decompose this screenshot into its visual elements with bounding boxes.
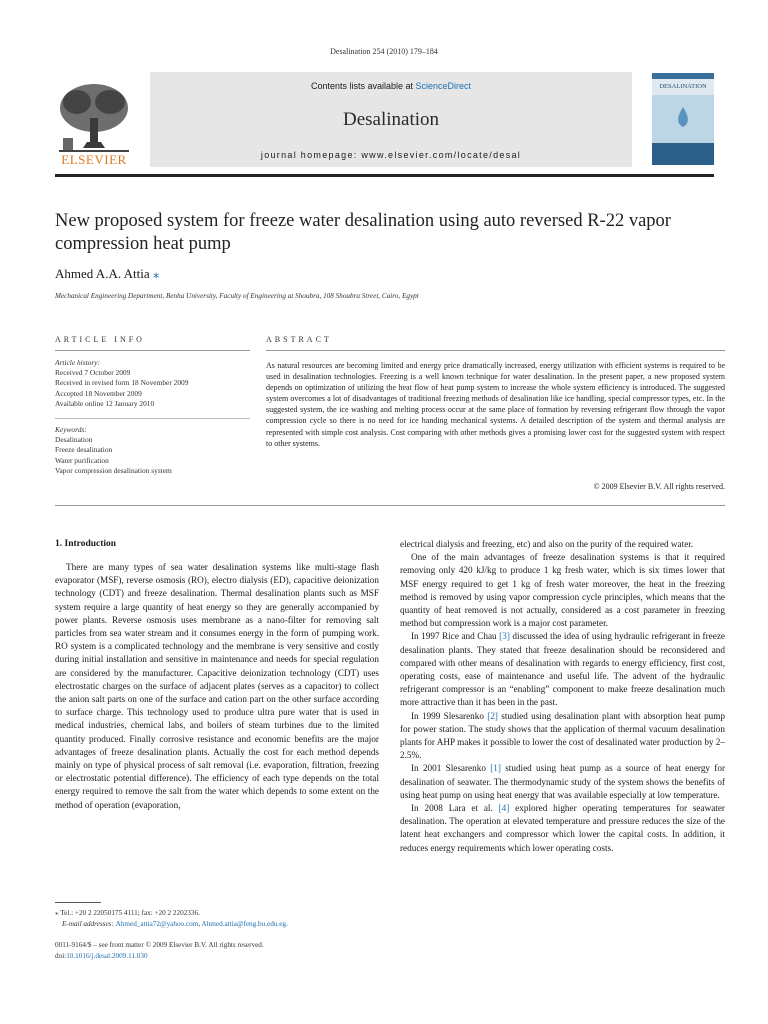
history-item: Accepted 18 November 2009 [55, 388, 142, 398]
email-link[interactable]: Ahmed.attia@feng.bu.edu.eg [201, 920, 286, 928]
footnote [55, 908, 288, 930]
history-label: Article history: [55, 358, 100, 367]
history-item: Available online 12 January 2010 [55, 398, 155, 408]
doi-link[interactable]: 10.1016/j.desal.2009.11.030 [66, 952, 148, 960]
corresponding-author-mark[interactable]: ⁎ [152, 266, 160, 281]
reference-link[interactable]: [3] [499, 631, 510, 642]
article-info-rule [55, 350, 250, 351]
doi-line [55, 951, 264, 962]
header-divider [55, 174, 714, 177]
article-info-heading: ARTICLE INFO [55, 335, 145, 344]
elsevier-wordmark: ELSEVIER [61, 152, 127, 167]
reference-link[interactable]: [4] [498, 803, 510, 814]
abstract-copyright: © 2009 Elsevier B.V. All rights reserved. [593, 482, 725, 491]
email-link[interactable]: Ahmed_attia72@yahoo.com [115, 920, 199, 928]
body-paragraph [400, 630, 725, 709]
abstract-bottom-rule [55, 505, 725, 506]
paragraph-text: explored higher operating temperatures for seawater desalination. The operation at elevated temperature and pressure reduces the size of the latent heat exchangers and compressor which lower the capital costs. In addition, it reduces energy requirements which lower operating costs. [400, 803, 725, 853]
paragraph-text: In 2001 Slesarenko [411, 763, 491, 774]
abstract-heading: ABSTRACT [266, 335, 332, 344]
keywords-label: Keywords: [55, 425, 87, 434]
email-end: . [285, 920, 288, 928]
doi-label: doi: [55, 952, 67, 960]
elsevier-logo [55, 78, 133, 168]
keyword: Vapor compression desalination system [55, 465, 172, 475]
footnote-contact: ⁎ Tel.: +20 2 22050175 4111; fax: +20 2 2202336. [55, 909, 200, 917]
body-column-left [55, 561, 379, 812]
footnote-emails [55, 919, 288, 930]
journal-name: Desalination [342, 109, 440, 130]
paragraph-text: In 1999 Slesarenko [411, 710, 488, 721]
journal-header [150, 72, 632, 167]
section-heading: 1. Introduction [55, 539, 117, 549]
reference-link[interactable]: [2] [487, 710, 498, 721]
journal-homepage[interactable]: journal homepage: www.elsevier.com/locate/desal [260, 150, 522, 160]
email-separator: , [198, 920, 202, 928]
cover-title: DESALINATION [659, 83, 707, 90]
article-title: New proposed system for freeze water desalination using auto reversed R-22 vapor compression heat pump [55, 211, 671, 254]
body-paragraph [400, 710, 725, 763]
keyword: Freeze desalination [55, 445, 113, 455]
body-paragraph [400, 802, 725, 855]
front-matter [55, 940, 264, 962]
body-paragraph: There are many types of sea water desalination systems like multi-stage flash evaporator (MSF), reverse osmosis (RO), electro dialysis (ED), capacitive deionization technology (CDT) and freeze desalination. Thermal desalination plants such as MSF system require a large quantity of heat energy so they are generally accompanied by power plants. Reverse osmosis uses membrane as a nano-filter for removing salt particles from sea water stream and it consumes energy in the form of pumping work. RO system is a complicated technology and the membrane is very sensitive and costly during initial installation and sensitive in maintenance and needs for special regulation are considered by the manufacturer. Capacitive deionization technology (CDT) uses electrostatic charges on the surface of adjacent plates (serves as a capacitor) to collect the anion salt parts on one of the surface and cation part on the other surface according to surface charge. This technology used to produce ultra pure water that is used in medical industries, chemical labs, and boilers of steam turbines due to the limited quantity produced. Finally corrosive resistance and economic benefits are the major advantages of freeze desalination plants. Actually the cost for each method depends mainly on type of physical process of salt removal (i.e. evaporation, filtration, freezing or electrostatic potential difference). The efficiency of each type depends on the total energy required to remove the salt from the water which depends to some extent on the method of operation (evaporation, [55, 562, 379, 810]
body-paragraph: One of the main advantages of freeze desalination systems is that it required removing only 420 kJ/kg to produce 1 kg fresh water, which is six times lower that MSF energy required to get 1 kg of fresh water moreover, the heat in the freezing method is removed by using vapor compression cycle principles, which means that the quantity of heat removed is not actually, considered as a cost parameter in freezing method but compression work is a major cost parameter. [400, 552, 725, 629]
author-name: Ahmed A.A. Attia [55, 266, 150, 281]
footnote-rule [55, 902, 101, 903]
author-line [55, 266, 159, 282]
keyword: Water purification [55, 455, 109, 465]
history-item: Received in revised form 18 November 2009 [55, 378, 189, 388]
article-history [55, 358, 255, 409]
keyword: Desalination [55, 435, 93, 445]
contents-prefix: Contents lists available at [310, 81, 416, 91]
contents-line [150, 81, 632, 91]
email-label: E-mail addresses: [62, 920, 116, 928]
body-paragraph [400, 762, 725, 802]
author-affiliation: Mechanical Engineering Department, Benha University, Faculty of Engineering at Shoubra, 108 Shoubra Street, Cairo, Egypt [55, 292, 419, 300]
paragraph-text: In 2008 Lara et al. [411, 803, 499, 814]
abstract-rule [266, 350, 725, 351]
reference-link[interactable]: [1] [490, 763, 501, 774]
sciencedirect-link[interactable]: ScienceDirect [415, 81, 472, 91]
journal-cover [652, 73, 714, 165]
body-column-right [400, 538, 725, 855]
journal-citation: Desalination 254 (2010) 179–184 [330, 47, 438, 56]
paragraph-text: In 1997 Rice and Chau [411, 631, 500, 642]
body-paragraph: electrical dialysis and freezing, etc) and also on the purity of the required water. [400, 539, 694, 549]
abstract-text: As natural resources are becoming limited and energy price dramatically increased, energy utilization with efficient systems is required to be used in desalination technologies. Freezing is a well known technique for water desalination. In the present paper, a new proposed system depends on optimization of utilizing the heat flow of heat pump system to increase the whole system efficiency is introduced. The suggested system overcomes a lot of disadvantages of traditional freezing methods of desalination like ice handling, special compressor types, etc. In the suggested system, the ice washing and melting process occur at the same place of formation by reversing refrigerant flow through the vapor compression cycle so there is no need for ice handing mechanical systems. A detailed description of the system and thermal analysis are represented with simple cost analysis. Cost comparing with other methods gives a promising lower cost for the suggested system with respect to other systems. [266, 361, 725, 448]
keywords-rule [55, 418, 250, 419]
paragraph-text: studied using heat pump as a source of heat energy for desalination of seawater. The thermodynamic study of the system shows the benefits of using heat pump on using heat energy that was available especially at low temperature. [400, 763, 726, 800]
history-item: Received 7 October 2009 [55, 368, 131, 378]
paragraph-text: discussed the idea of using hydraulic refrigerant in freeze desalination plants. They stated that freeze desalination should be reconsidered and compared with other means of desalination with regards to energy efficiency, first cost, operating costs, ease of maintenance and useful life. The advent of the hydraulic refrigerant compressor is an “enabling” component to make freeze desalination much more attractive than it has been in the past. [400, 631, 725, 708]
keywords [55, 425, 255, 476]
issn-line: 0011-9164/$ – see front matter © 2009 Elsevier B.V. All rights reserved. [55, 941, 264, 949]
paragraph-text: studied using desalination plant with absorption heat pump for power station. The study shows that the application of thermal vacuum desalination plants for AHP makes it possible to lower the cost of desalinated water production by 2–2.5%. [400, 710, 725, 761]
